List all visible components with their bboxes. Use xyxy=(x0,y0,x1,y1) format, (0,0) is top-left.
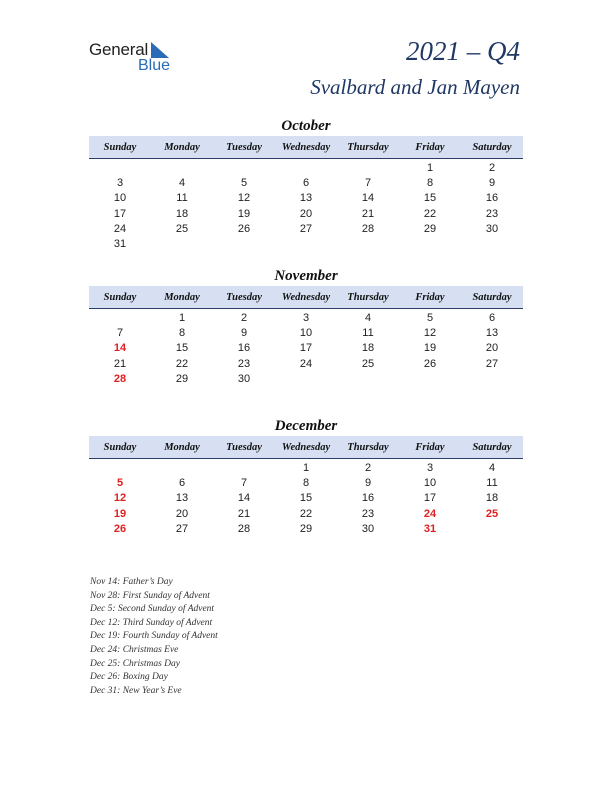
day-cell xyxy=(213,461,275,476)
day-cell: 24 xyxy=(113,222,127,235)
day-cell: 22 xyxy=(423,207,437,220)
day-cell: 17 xyxy=(423,492,437,505)
day-cell: 18 xyxy=(361,342,375,355)
day-cell: 4 xyxy=(364,312,372,324)
weekday-label: Friday xyxy=(415,442,445,453)
day-cell xyxy=(89,161,151,176)
weekday-label: Friday xyxy=(415,292,445,303)
page-title: 2021 – Q4 xyxy=(406,36,520,66)
day-cell xyxy=(399,372,461,387)
day-cell xyxy=(399,237,461,252)
day-cell: 23 xyxy=(361,507,375,520)
day-cell: 23 xyxy=(485,207,499,220)
day-cell: 22 xyxy=(299,507,313,520)
day-cell: 30 xyxy=(237,372,251,385)
week-row xyxy=(89,191,523,206)
day-cell: 21 xyxy=(113,357,127,370)
day-cell: 3 xyxy=(302,312,310,324)
day-cell: 7 xyxy=(240,477,248,490)
weekday-label: Sunday xyxy=(103,442,137,453)
day-cell xyxy=(275,372,337,387)
day-cell: 29 xyxy=(175,372,189,385)
week-row xyxy=(89,176,523,191)
logo-text-general: General xyxy=(89,40,149,59)
day-cell xyxy=(151,161,213,176)
day-cell: 11 xyxy=(486,477,498,490)
day-cell xyxy=(213,161,275,176)
week-row xyxy=(89,222,523,237)
day-cell: 19 xyxy=(113,507,127,520)
week-row xyxy=(89,311,523,326)
day-cell: 16 xyxy=(237,342,251,355)
weekday-label: Sunday xyxy=(103,292,137,303)
day-cell: 30 xyxy=(485,222,499,235)
day-cell: 8 xyxy=(178,327,186,340)
day-cell: 15 xyxy=(299,492,313,505)
week-row xyxy=(89,491,523,506)
week-row xyxy=(89,461,523,476)
weekday-label: Wednesday xyxy=(281,142,331,153)
day-cell: 2 xyxy=(364,462,372,474)
holiday-note: Dec 19: Fourth Sunday of Advent xyxy=(90,631,218,642)
weekday-label: Saturday xyxy=(472,442,512,453)
day-cell: 13 xyxy=(299,192,313,205)
day-cell xyxy=(275,237,337,252)
day-cell: 14 xyxy=(113,342,127,355)
day-cell: 26 xyxy=(423,357,437,370)
day-cell: 31 xyxy=(423,522,437,535)
day-cell: 18 xyxy=(175,207,189,220)
day-cell: 20 xyxy=(299,207,313,220)
day-cell: 5 xyxy=(240,177,248,190)
day-cell: 8 xyxy=(426,177,434,190)
month-name: December xyxy=(274,418,338,434)
weekday-label: Wednesday xyxy=(281,292,331,303)
weekday-label: Thursday xyxy=(347,442,389,453)
week-row xyxy=(89,522,523,537)
day-cell: 11 xyxy=(362,327,374,340)
day-cell: 15 xyxy=(423,192,437,205)
logo-text-blue: Blue xyxy=(138,57,171,74)
day-cell: 15 xyxy=(175,342,189,355)
day-cell: 30 xyxy=(361,522,375,535)
day-cell: 27 xyxy=(299,222,313,235)
day-cell: 6 xyxy=(488,312,496,324)
day-cell: 1 xyxy=(178,312,186,324)
day-cell: 21 xyxy=(237,507,251,520)
holiday-note: Dec 25: Christmas Day xyxy=(90,658,180,669)
day-cell: 16 xyxy=(361,492,375,505)
weekday-header xyxy=(89,436,523,459)
holiday-note: Dec 5: Second Sunday of Advent xyxy=(90,604,215,615)
day-cell: 28 xyxy=(113,372,127,385)
day-cell: 27 xyxy=(175,522,189,535)
day-cell: 25 xyxy=(175,222,189,235)
day-cell xyxy=(151,237,213,252)
weekday-label: Friday xyxy=(415,142,445,153)
month-0 xyxy=(89,116,523,252)
week-row xyxy=(89,341,523,356)
weekday-label: Thursday xyxy=(347,292,389,303)
weekday-label: Monday xyxy=(164,292,200,303)
day-cell: 2 xyxy=(240,312,248,324)
day-cell: 29 xyxy=(423,222,437,235)
day-cell: 2 xyxy=(488,162,496,174)
day-cell: 9 xyxy=(240,327,248,340)
day-cell: 13 xyxy=(175,492,189,505)
day-cell: 6 xyxy=(302,177,310,190)
weekday-label: Tuesday xyxy=(226,442,262,453)
day-cell: 21 xyxy=(361,207,375,220)
day-cell xyxy=(337,372,399,387)
month-1 xyxy=(89,266,523,387)
day-cell: 10 xyxy=(299,327,313,340)
month-name: November xyxy=(274,268,338,284)
day-cell: 5 xyxy=(116,477,124,490)
day-cell: 24 xyxy=(423,507,437,520)
weekday-label: Thursday xyxy=(347,142,389,153)
day-cell: 4 xyxy=(488,462,496,474)
month-name: October xyxy=(281,118,331,134)
day-cell: 1 xyxy=(302,462,310,474)
day-cell: 28 xyxy=(237,522,251,535)
day-cell: 20 xyxy=(175,507,189,520)
day-cell: 12 xyxy=(237,192,251,205)
day-cell: 25 xyxy=(485,507,499,520)
holiday-note: Dec 12: Third Sunday of Advent xyxy=(90,617,213,628)
day-cell xyxy=(337,161,399,176)
holiday-note: Nov 28: First Sunday of Advent xyxy=(90,590,210,601)
day-cell: 13 xyxy=(485,327,499,340)
day-cell: 12 xyxy=(113,492,127,505)
holiday-note: Dec 31: New Year’s Eve xyxy=(90,685,182,696)
logo-triangle-icon xyxy=(151,42,169,58)
day-cell: 1 xyxy=(426,162,434,174)
weekday-label: Monday xyxy=(164,442,200,453)
day-cell xyxy=(461,237,523,252)
weekday-label: Saturday xyxy=(472,142,512,153)
holiday-note: Nov 14: Father’s Day xyxy=(90,577,173,587)
day-cell: 3 xyxy=(426,462,434,474)
weekday-header xyxy=(89,286,523,309)
day-cell: 28 xyxy=(361,222,375,235)
day-cell: 8 xyxy=(302,477,310,490)
day-cell: 22 xyxy=(175,357,189,370)
day-cell: 3 xyxy=(116,177,124,190)
day-cell: 18 xyxy=(485,492,499,505)
day-cell: 4 xyxy=(178,177,186,190)
day-cell: 14 xyxy=(237,492,251,505)
day-cell xyxy=(461,372,523,387)
month-2 xyxy=(89,416,523,537)
weekday-label: Wednesday xyxy=(281,442,331,453)
day-cell: 16 xyxy=(485,192,499,205)
day-cell: 27 xyxy=(485,357,499,370)
week-row xyxy=(89,507,523,522)
day-cell: 10 xyxy=(423,477,437,490)
holiday-notes xyxy=(90,576,218,698)
weekday-label: Tuesday xyxy=(226,292,262,303)
day-cell: 31 xyxy=(113,237,127,250)
day-cell xyxy=(213,237,275,252)
weekday-label: Saturday xyxy=(472,292,512,303)
day-cell xyxy=(89,311,151,326)
holiday-note: Dec 24: Christmas Eve xyxy=(90,644,179,655)
day-cell: 29 xyxy=(299,522,313,535)
week-row xyxy=(89,207,523,222)
day-cell: 11 xyxy=(176,192,188,205)
week-row xyxy=(89,357,523,372)
day-cell: 12 xyxy=(423,327,437,340)
day-cell: 5 xyxy=(426,312,434,324)
logo xyxy=(89,38,189,78)
day-cell xyxy=(461,522,523,537)
day-cell xyxy=(275,161,337,176)
week-row xyxy=(89,476,523,491)
page-subtitle: Svalbard and Jan Mayen xyxy=(310,75,520,99)
week-row xyxy=(89,326,523,341)
day-cell: 26 xyxy=(113,522,127,535)
weekday-label: Sunday xyxy=(103,142,137,153)
week-row xyxy=(89,372,523,387)
week-row xyxy=(89,161,523,176)
day-cell: 10 xyxy=(113,192,127,205)
day-cell: 14 xyxy=(361,192,375,205)
day-cell xyxy=(337,237,399,252)
day-cell: 6 xyxy=(178,477,186,490)
day-cell: 9 xyxy=(488,177,496,190)
week-row xyxy=(89,237,523,252)
day-cell: 9 xyxy=(364,477,372,490)
day-cell: 7 xyxy=(116,327,124,340)
day-cell: 26 xyxy=(237,222,251,235)
holiday-note: Dec 26: Boxing Day xyxy=(90,672,168,683)
day-cell xyxy=(151,461,213,476)
day-cell: 20 xyxy=(485,342,499,355)
day-cell: 24 xyxy=(299,357,313,370)
weekday-label: Tuesday xyxy=(226,142,262,153)
day-cell: 19 xyxy=(423,342,437,355)
day-cell: 7 xyxy=(364,177,372,190)
day-cell: 23 xyxy=(237,357,251,370)
day-cell: 25 xyxy=(361,357,375,370)
day-cell: 17 xyxy=(299,342,313,355)
day-cell: 17 xyxy=(113,207,127,220)
weekday-header xyxy=(89,136,523,159)
weekday-label: Monday xyxy=(164,142,200,153)
day-cell: 19 xyxy=(237,207,251,220)
day-cell xyxy=(89,461,151,476)
